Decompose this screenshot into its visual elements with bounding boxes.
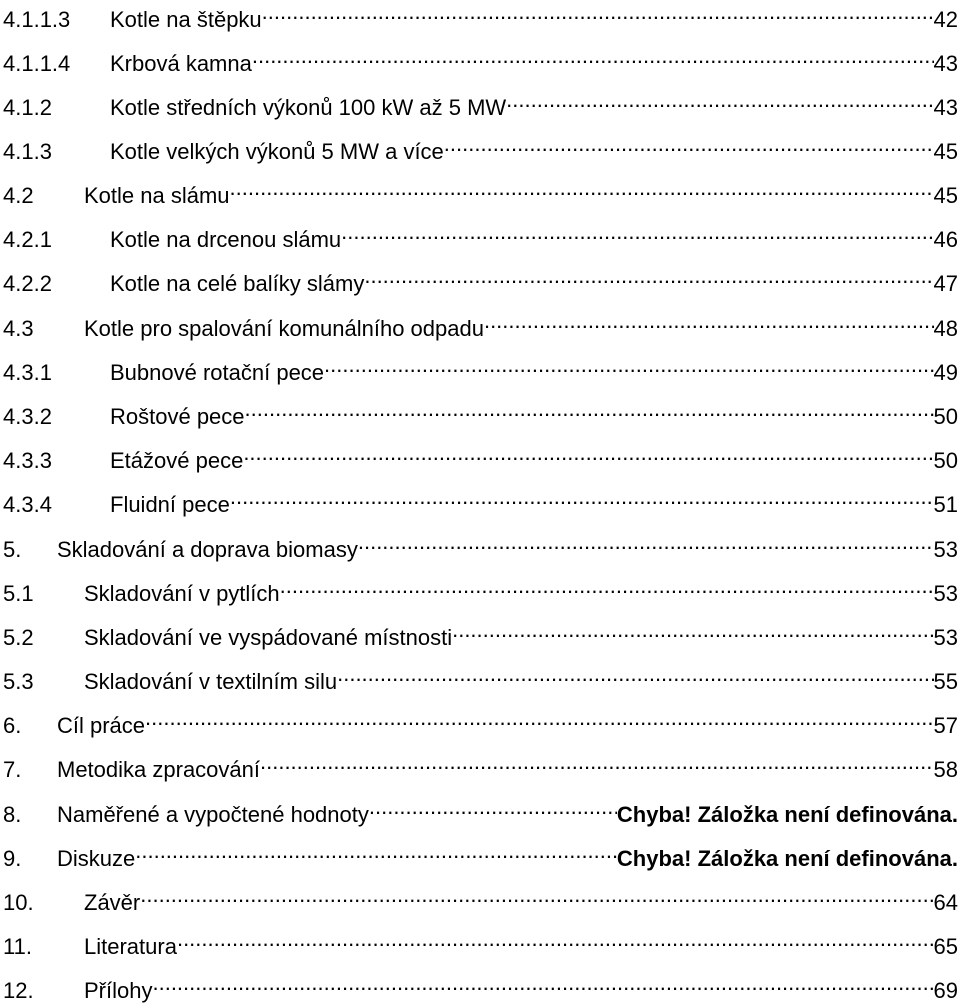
toc-dot-leader [177, 924, 934, 954]
toc-entry-title: Přílohy [84, 978, 153, 1003]
toc-entry-number: 4.2.1 [3, 227, 52, 252]
toc-entry-number: 4.2 [3, 183, 34, 208]
toc-entry-page: 42 [933, 7, 958, 32]
toc-entry-page: 53 [933, 537, 958, 562]
toc-entry-number: 4.1.1.3 [3, 7, 71, 32]
toc-dot-leader [324, 350, 933, 380]
toc-entry-title: Etážové pece [110, 448, 244, 473]
toc-entry-page: 51 [933, 492, 958, 517]
toc-entry-page: 50 [933, 448, 958, 473]
toc-dot-leader [280, 571, 934, 601]
toc-entry-title: Skladování v pytlích [84, 581, 280, 606]
toc-entry-number: 7. [3, 757, 22, 782]
toc-dot-leader [444, 129, 934, 159]
toc-dot-leader [230, 173, 934, 203]
toc-dot-leader [337, 659, 933, 689]
toc-entry-title: Skladování v textilním silu [84, 669, 338, 694]
toc-entry-page: 53 [933, 581, 958, 606]
toc-dot-leader [243, 438, 933, 468]
toc-entry-number: 5.1 [3, 581, 34, 606]
toc-entry-number: 4.3.1 [3, 360, 52, 385]
toc-entry-number: 4.1.3 [3, 139, 52, 164]
toc-entry[interactable] [0, 350, 960, 385]
toc-entry-number: 5.3 [3, 669, 34, 694]
toc-entry-page: 64 [933, 890, 958, 915]
toc-entry-page: 45 [933, 139, 958, 164]
toc-dot-leader [364, 261, 933, 291]
toc-entry-number: 4.1.2 [3, 95, 52, 120]
toc-dot-leader [452, 615, 933, 645]
toc-dot-leader [252, 41, 934, 71]
toc-entry[interactable] [0, 703, 960, 738]
toc-entry-page: 43 [933, 51, 958, 76]
toc-entry-page: 55 [933, 669, 958, 694]
toc-entry-number: 11. [3, 934, 32, 959]
toc-entry-number: 4.1.1.4 [3, 51, 71, 76]
toc-entry-title: Metodika zpracování [57, 757, 260, 782]
toc-entry-number: 8. [3, 802, 22, 827]
toc-dot-leader [369, 792, 617, 822]
toc-entry-title: Literatura [84, 934, 177, 959]
toc-entry[interactable] [0, 968, 960, 1003]
toc-entry-page: 65 [933, 934, 958, 959]
toc-entry-title: Krbová kamna [110, 51, 252, 76]
toc-entry-number: 5. [3, 537, 22, 562]
toc-entry-page-error: Chyba! Záložka není definována. [616, 846, 958, 871]
toc-entry[interactable] [0, 41, 960, 76]
toc-entry-page: 47 [933, 271, 958, 296]
toc-entry-title: Kotle na celé balíky slámy [110, 271, 365, 296]
toc-entry-title: Kotle na slámu [84, 183, 230, 208]
toc-dot-leader [145, 703, 933, 733]
toc-entry-page: 43 [933, 95, 958, 120]
toc-entry[interactable] [0, 85, 960, 120]
toc-entry-title: Kotle na drcenou slámu [110, 227, 342, 252]
toc-entry-page: 48 [933, 316, 958, 341]
toc-entry[interactable] [0, 173, 960, 208]
toc-entry-number: 4.3.3 [3, 448, 52, 473]
toc-dot-leader [484, 306, 934, 336]
toc-dot-leader [152, 968, 933, 998]
toc-dot-leader [262, 0, 934, 27]
toc-entry[interactable] [0, 836, 960, 871]
toc-entry-title: Kotle pro spalování komunálního odpadu [84, 316, 484, 341]
toc-entry-page: 58 [933, 757, 958, 782]
toc-entry[interactable] [0, 306, 960, 341]
toc-entry[interactable] [0, 217, 960, 252]
toc-entry[interactable] [0, 527, 960, 562]
toc-entry-number: 4.3.2 [3, 404, 52, 429]
toc-entry[interactable] [0, 924, 960, 959]
toc-entry[interactable] [0, 394, 960, 429]
toc-entry[interactable] [0, 438, 960, 473]
toc-entry-page: 45 [933, 183, 958, 208]
toc-entry[interactable] [0, 261, 960, 296]
toc-dot-leader [358, 527, 934, 557]
toc-entry-title: Bubnové rotační pece [110, 360, 325, 385]
toc-entry-number: 4.3.4 [3, 492, 52, 517]
toc-entry[interactable] [0, 571, 960, 606]
toc-dot-leader [260, 747, 934, 777]
toc-entry-number: 9. [3, 846, 22, 871]
toc-entry-page: 50 [933, 404, 958, 429]
toc-entry[interactable] [0, 0, 960, 32]
toc-entry-page-error: Chyba! Záložka není definována. [616, 802, 958, 827]
toc-entry-page: 53 [933, 625, 958, 650]
toc-entry-title: Naměřené a vypočtené hodnoty [57, 802, 369, 827]
toc-entry-page: 69 [933, 978, 958, 1003]
toc-dot-leader [140, 880, 933, 910]
toc-entry-number: 6. [3, 713, 22, 738]
toc-entry[interactable] [0, 615, 960, 650]
toc-dot-leader [506, 85, 933, 115]
toc-entry-page: 49 [933, 360, 958, 385]
toc-entry-page: 46 [933, 227, 958, 252]
toc-entry-title: Závěr [84, 890, 141, 915]
toc-entry[interactable] [0, 659, 960, 694]
toc-entry-title: Skladování ve vyspádované místnosti [84, 625, 453, 650]
toc-dot-leader [135, 836, 617, 866]
toc-entry-title: Kotle velkých výkonů 5 MW a více [110, 139, 444, 164]
toc-dot-leader [341, 217, 933, 247]
toc-entry-page: 57 [933, 713, 958, 738]
toc-entry-title: Roštové pece [110, 404, 245, 429]
toc-dot-leader [245, 394, 934, 424]
toc-entry-title: Kotle středních výkonů 100 kW až 5 MW [110, 95, 507, 120]
toc-entry[interactable] [0, 482, 960, 517]
toc-entry[interactable] [0, 880, 960, 915]
toc-entry-title: Diskuze [57, 846, 136, 871]
toc-entry-title: Skladování a doprava biomasy [57, 537, 358, 562]
toc-entry-title: Cíl práce [57, 713, 146, 738]
toc-entry-number: 4.2.2 [3, 271, 52, 296]
toc-entry[interactable] [0, 747, 960, 782]
toc-entry-number: 12. [3, 978, 34, 1003]
toc-entry-number: 5.2 [3, 625, 34, 650]
toc-entry-title: Kotle na štěpku [110, 7, 262, 32]
toc-entry-number: 4.3 [3, 316, 34, 341]
toc-entry-number: 10. [3, 890, 34, 915]
toc-entry[interactable] [0, 792, 960, 827]
toc-dot-leader [230, 482, 934, 512]
toc-entry[interactable] [0, 129, 960, 164]
toc-entry-title: Fluidní pece [110, 492, 230, 517]
